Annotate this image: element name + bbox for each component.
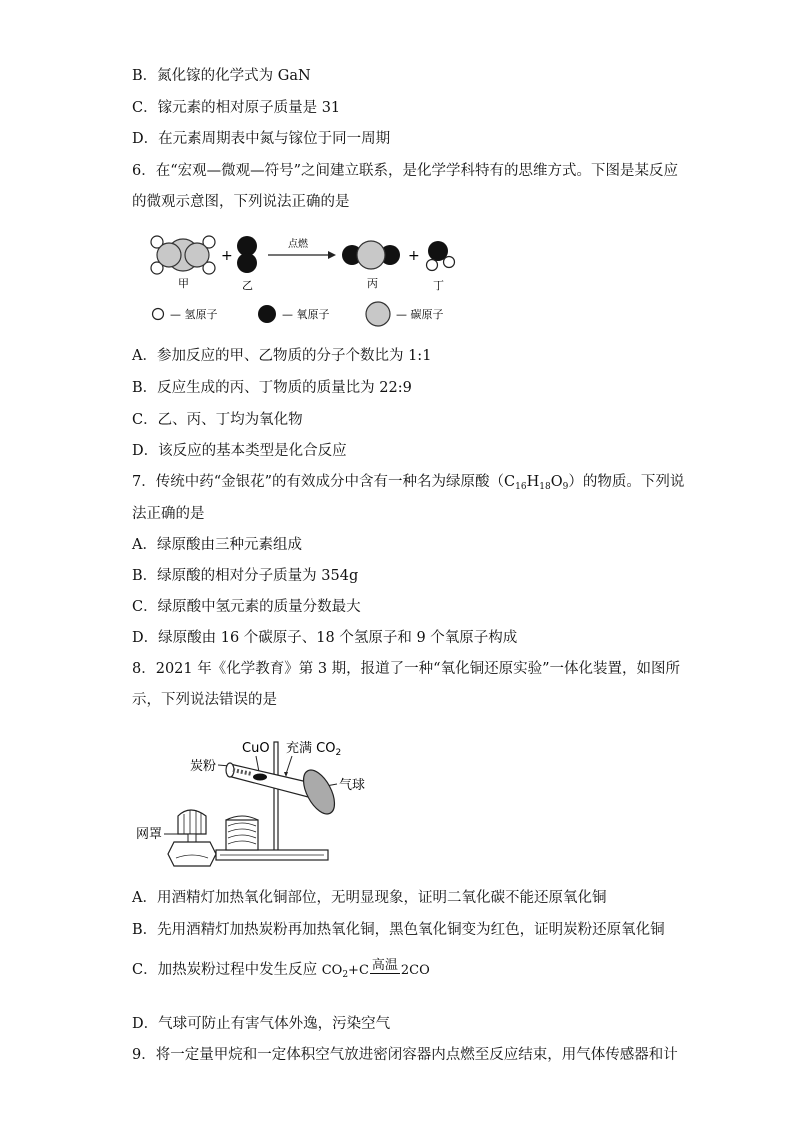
legend-hydrogen: — 氢原子 [170, 308, 218, 321]
wooden-block [226, 816, 258, 850]
q8-option-b: B．先用酒精灯加热炭粉再加热氧化铜，黑色氧化铜变为红色，证明炭粉还原氧化铜 [132, 922, 665, 938]
q8-option-c-text: C．加热炭粉过程中发生反应 [132, 962, 318, 978]
q6-stem-line2: 的微观示意图，下列说法正确的是 [132, 194, 350, 210]
equation-sub: 2 [342, 970, 349, 980]
q8-stem-line2: 示，下列说法错误的是 [132, 692, 277, 708]
q8-option-d: D．气球可防止有害气体外逸，污染空气 [132, 1016, 391, 1032]
q7-stem-post: ）的物质。下列说 [568, 474, 685, 490]
q5-option-c: C．镓元素的相对原子质量是 31 [132, 100, 341, 116]
legend-oxygen: — 氧原子 [282, 308, 330, 321]
q8-option-c [132, 958, 430, 982]
label-bing: 丙 [367, 277, 378, 290]
q9-stem-line1: 9．将一定量甲烷和一定体积空气放进密闭容器内点燃至反应结束，用气体传感器和计 [132, 1047, 678, 1063]
formula-sub-c: 16 [515, 482, 527, 492]
label-net-cover: 网罩 [136, 827, 163, 842]
q7-option-c: C．绿原酸中氢元素的质量分数最大 [132, 599, 361, 615]
alcohol-lamp [168, 810, 216, 866]
q7-stem-line1 [132, 472, 684, 492]
q7-option-d: D．绿原酸由 16 个碳原子、18 个氢原子和 9 个氧原子构成 [132, 630, 518, 646]
apparatus-figure [134, 734, 394, 868]
condition-high-temp: 高温 [371, 958, 398, 973]
molecule-bing [342, 241, 400, 269]
label-jia: 甲 [178, 277, 189, 290]
label-balloon: 气球 [339, 778, 366, 793]
q8-stem-line1: 8．2021 年《化学教育》第 3 期，报道了一种“氧化铜还原实验”一体化装置，如图所 [132, 661, 681, 677]
label-carbon-powder: 炭粉 [190, 759, 217, 774]
equation-right: 2CO [400, 963, 430, 978]
plus-sign-2: + [408, 248, 420, 264]
label-co2 [286, 740, 341, 758]
equation-plus: +C [348, 963, 369, 978]
formula-h: H [526, 474, 540, 490]
formula-sub-o: 9 [562, 482, 569, 492]
glass-tube [226, 763, 316, 798]
label-co2-sub: 2 [335, 748, 342, 758]
equation-left: CO [321, 963, 343, 978]
label-cuo: CuO [242, 741, 270, 756]
legend-carbon: — 碳原子 [396, 308, 444, 321]
arrow-label: 点燃 [288, 239, 308, 250]
molecule-jia [151, 236, 215, 274]
q6-option-b: B．反应生成的丙、丁物质的质量比为 22:9 [132, 380, 412, 396]
reaction-micro-diagram [140, 225, 480, 330]
formula-sub-h: 18 [539, 482, 551, 492]
reaction-condition [370, 958, 400, 982]
molecule-ding [427, 241, 455, 271]
molecule-yi [237, 236, 257, 273]
q7-stem-line2: 法正确的是 [132, 506, 205, 522]
q7-option-a: A．绿原酸由三种元素组成 [132, 537, 302, 553]
label-ding: 丁 [433, 279, 444, 292]
q8-option-a: A．用酒精灯加热氧化铜部位，无明显现象，证明二氧化碳不能还原氧化铜 [132, 890, 607, 906]
q5-option-d: D．在元素周期表中氮与镓位于同一周期 [132, 131, 391, 147]
reaction-arrow [268, 251, 336, 259]
formula-o: O [550, 474, 563, 490]
plus-sign-1: + [221, 248, 233, 264]
q7-option-b: B．绿原酸的相对分子质量为 354g [132, 568, 359, 584]
q6-option-d: D．该反应的基本类型是化合反应 [132, 443, 347, 459]
q5-option-b: B．氮化镓的化学式为 GaN [132, 68, 311, 84]
q6-stem-line1: 6．在“宏观—微观—符号”之间建立联系，是化学学科特有的思维方式。下图是某反应 [132, 163, 679, 179]
q7-stem-pre: 7．传统中药“金银花”的有效成分中含有一种名为绿原酸（C [132, 474, 516, 490]
label-co2-text: 充满 CO [286, 741, 336, 756]
q6-option-a: A．参加反应的甲、乙物质的分子个数比为 1:1 [132, 348, 432, 364]
label-yi: 乙 [242, 279, 253, 292]
q6-option-c: C．乙、丙、丁均为氧化物 [132, 412, 303, 428]
